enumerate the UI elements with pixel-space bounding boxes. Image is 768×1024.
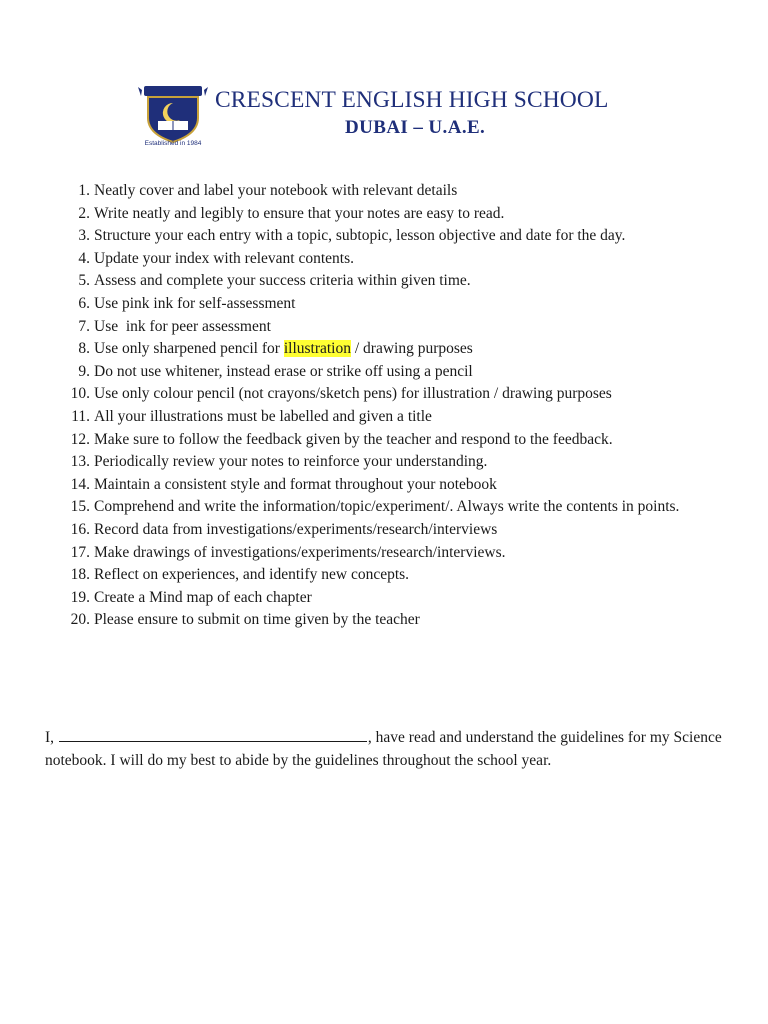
guideline-text: Use only colour pencil (not crayons/sketch pens) for illustration / drawing purposes <box>94 385 612 403</box>
guideline-text: Please ensure to submit on time given by the teacher <box>94 611 420 629</box>
guideline-text: Assess and complete your success criteria within given time. <box>94 272 471 290</box>
guideline-text: Comprehend and write the information/topic/experiment/. Always write the contents in points. <box>94 498 680 516</box>
guideline-text: Structure your each entry with a topic, subtopic, lesson objective and date for the day. <box>94 227 626 245</box>
student-pledge <box>45 727 735 772</box>
guideline-number: 14. <box>70 475 90 493</box>
guideline-number: 1. <box>78 182 90 199</box>
guideline-item <box>66 429 726 452</box>
school-header <box>138 84 638 150</box>
notebook-guidelines-list <box>66 180 726 632</box>
guideline-item <box>66 451 726 474</box>
guideline-item <box>66 564 726 587</box>
school-city: DUBAI – U.A.E. <box>345 117 486 138</box>
guideline-text: Create a Mind map of each chapter <box>94 588 312 606</box>
guideline-item <box>66 609 726 632</box>
pledge-prefix: I, <box>45 729 58 746</box>
guideline-item <box>66 361 726 384</box>
pledge-suffix: , have read and understand the guidelines for my Science notebook. I will do my best to abide by the guidelines throughout the school year. <box>45 729 722 769</box>
guideline-number: 4. <box>78 249 90 267</box>
guideline-item <box>66 474 726 497</box>
guideline-number: 12. <box>70 430 90 448</box>
guideline-item <box>66 293 726 316</box>
guideline-item <box>66 519 726 542</box>
guideline-text: Do not use whitener, instead erase or strike off using a pencil <box>94 362 473 380</box>
guideline-number: 2. <box>78 204 90 222</box>
guideline-text: Maintain a consistent style and format throughout your notebook <box>94 475 497 493</box>
guideline-number: 19. <box>70 588 90 606</box>
guideline-item <box>66 270 726 293</box>
logo-established-caption: Established in 1984 <box>144 140 202 146</box>
guideline-number: 20. <box>70 611 90 629</box>
guideline-item <box>66 180 726 203</box>
guideline-number: 5. <box>78 272 90 290</box>
school-crest-logo <box>138 84 208 146</box>
guideline-text: Use pink ink for self-assessment <box>94 294 296 312</box>
guideline-number: 18. <box>70 566 90 584</box>
student-name-blank[interactable] <box>59 727 367 742</box>
guideline-item <box>66 338 726 361</box>
guideline-number: 16. <box>70 520 90 538</box>
guideline-number: 15. <box>70 498 90 516</box>
guideline-number: 3. <box>78 227 90 245</box>
guideline-number: 10. <box>70 385 90 403</box>
guideline-item <box>66 383 726 406</box>
guideline-text: Make drawings of investigations/experiments/research/interviews. <box>94 543 506 561</box>
guideline-text: All your illustrations must be labelled and given a title <box>94 407 432 425</box>
guideline-text: Write neatly and legibly to ensure that your notes are easy to read. <box>94 204 505 222</box>
guideline-text-after: / drawing purposes <box>351 340 473 358</box>
highlighted-word: illustration <box>283 340 351 358</box>
guideline-number: 8. <box>78 340 90 358</box>
guideline-text-before: Use only sharpened pencil for <box>94 340 284 358</box>
guideline-item <box>66 203 726 226</box>
guideline-item <box>66 587 726 610</box>
guideline-number: 6. <box>78 294 90 312</box>
guideline-text: Record data from investigations/experiments/research/interviews <box>94 520 498 538</box>
guideline-number: 7. <box>78 317 90 335</box>
guideline-text: Neatly cover and label your notebook with relevant details <box>94 182 458 199</box>
guideline-text <box>94 340 473 357</box>
guideline-text: Use ink for peer assessment <box>94 317 271 335</box>
guideline-text: Make sure to follow the feedback given by the teacher and respond to the feedback. <box>94 430 613 448</box>
guideline-item <box>66 406 726 429</box>
guideline-item <box>66 496 726 519</box>
guideline-text: Periodically review your notes to reinforce your understanding. <box>94 453 488 471</box>
school-name: CRESCENT ENGLISH HIGH SCHOOL <box>215 87 609 113</box>
guideline-text: Update your index with relevant contents. <box>94 249 354 267</box>
guideline-item <box>66 248 726 271</box>
guideline-number: 11. <box>71 407 90 425</box>
guideline-number: 17. <box>70 543 90 561</box>
guideline-item <box>66 225 726 248</box>
guideline-item <box>66 542 726 565</box>
guideline-text: Reflect on experiences, and identify new concepts. <box>94 566 410 584</box>
guideline-number: 9. <box>78 362 90 380</box>
guideline-item <box>66 316 726 339</box>
guideline-number: 13. <box>70 453 90 471</box>
